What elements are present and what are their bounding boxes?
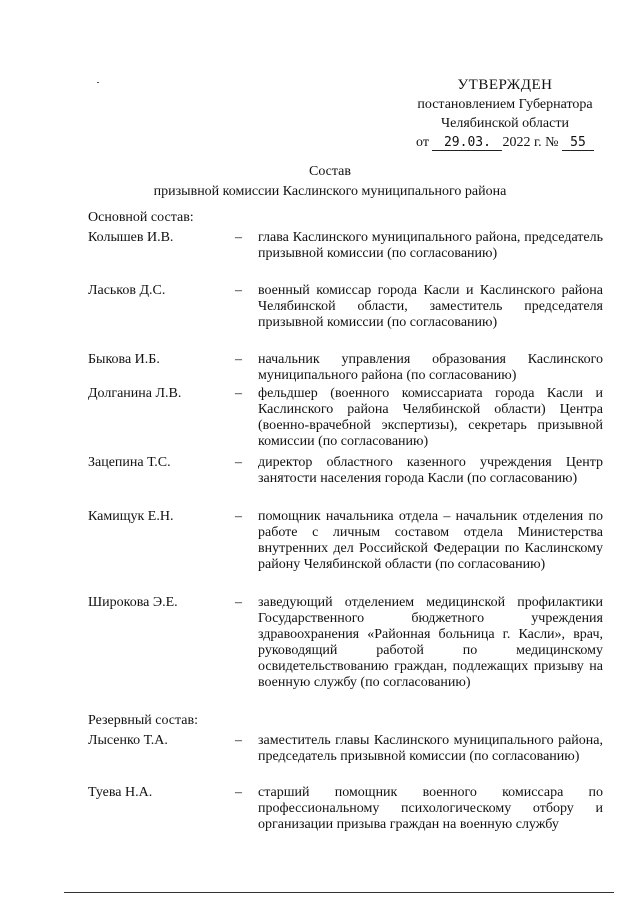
approval-line-2: Челябинской области (441, 116, 569, 131)
approval-dateline (405, 133, 605, 152)
from-label: от (416, 135, 429, 150)
approval-number: 55 (562, 136, 594, 151)
member-name: Камищук Е.Н. (88, 509, 174, 524)
approval-stamp (405, 76, 605, 152)
member-name: Долганина Л.В. (88, 386, 182, 401)
member-name: Широкова Э.Е. (88, 595, 178, 610)
member-dash: – (235, 386, 242, 401)
member-dash: – (235, 785, 242, 800)
member-role: помощник начальника отдела – начальник отделения по работе с личным составом отдела Министерства внутренних дел Российской Федерации по Каслинскому району Челябинской области (по согласованию) (258, 509, 603, 572)
member-name: Колышев И.В. (88, 230, 174, 245)
page-bottom-rule (64, 892, 614, 893)
approval-line-1: постановлением Губернатора (417, 97, 593, 112)
scan-artifact (97, 82, 99, 83)
heading-line-2: призывной комиссии Каслинского муниципального района (153, 184, 507, 199)
member-name: Зацепина Т.С. (88, 455, 171, 470)
member-role: заместитель главы Каслинского муниципального района, председатель призывной комиссии (по согласованию) (258, 733, 603, 764)
member-dash: – (235, 455, 242, 470)
member-name: Лысенко Т.А. (88, 733, 168, 748)
member-dash: – (235, 733, 242, 748)
member-name: Ласьков Д.С. (88, 283, 166, 298)
reserve-section-label: Резервный состав: (88, 713, 199, 728)
member-role: заведующий отделением медицинской профилактики Государственного бюджетного учреждения здравоохранения «Районная больница г. Касли», врач, руководящий работой по медицинскому освидетельствованию граждан, подлежащих призыву на военную службу (по согласованию) (258, 595, 603, 690)
approval-date: 29.03. (432, 136, 502, 151)
member-name: Быкова И.Б. (88, 352, 160, 367)
document-heading (100, 162, 560, 202)
member-role: военный комиссар города Касли и Каслинского района Челябинской области, заместитель председателя призывной комиссии (по согласованию) (258, 283, 603, 330)
member-role: глава Каслинского муниципального района, председатель призывной комиссии (по согласованию) (258, 230, 603, 261)
member-dash: – (235, 283, 242, 298)
heading-line-1: Состав (308, 164, 351, 179)
member-dash: – (235, 230, 242, 245)
approval-year: 2022 г. № (502, 135, 559, 150)
member-dash: – (235, 352, 242, 367)
member-name: Туева Н.А. (88, 785, 153, 800)
approval-title: УТВЕРЖДЕН (457, 77, 553, 93)
member-role: фельдшер (военного комиссариата города Касли и Каслинского района Челябинской области) Центра (военно-врачебной экспертизы), секретарь призывной комиссии (по согласованию) (258, 386, 603, 449)
member-dash: – (235, 595, 242, 610)
member-role: старший помощник военного комиссара по профессиональному психологическому отбору и организации призыва граждан на военную службу (258, 785, 603, 832)
member-dash: – (235, 509, 242, 524)
main-section-label: Основной состав: (88, 210, 194, 225)
member-role: начальник управления образования Каслинского муниципального района (по согласованию) (258, 352, 603, 383)
member-role: директор областного казенного учреждения Центр занятости населения города Касли (по согласованию) (258, 455, 603, 486)
